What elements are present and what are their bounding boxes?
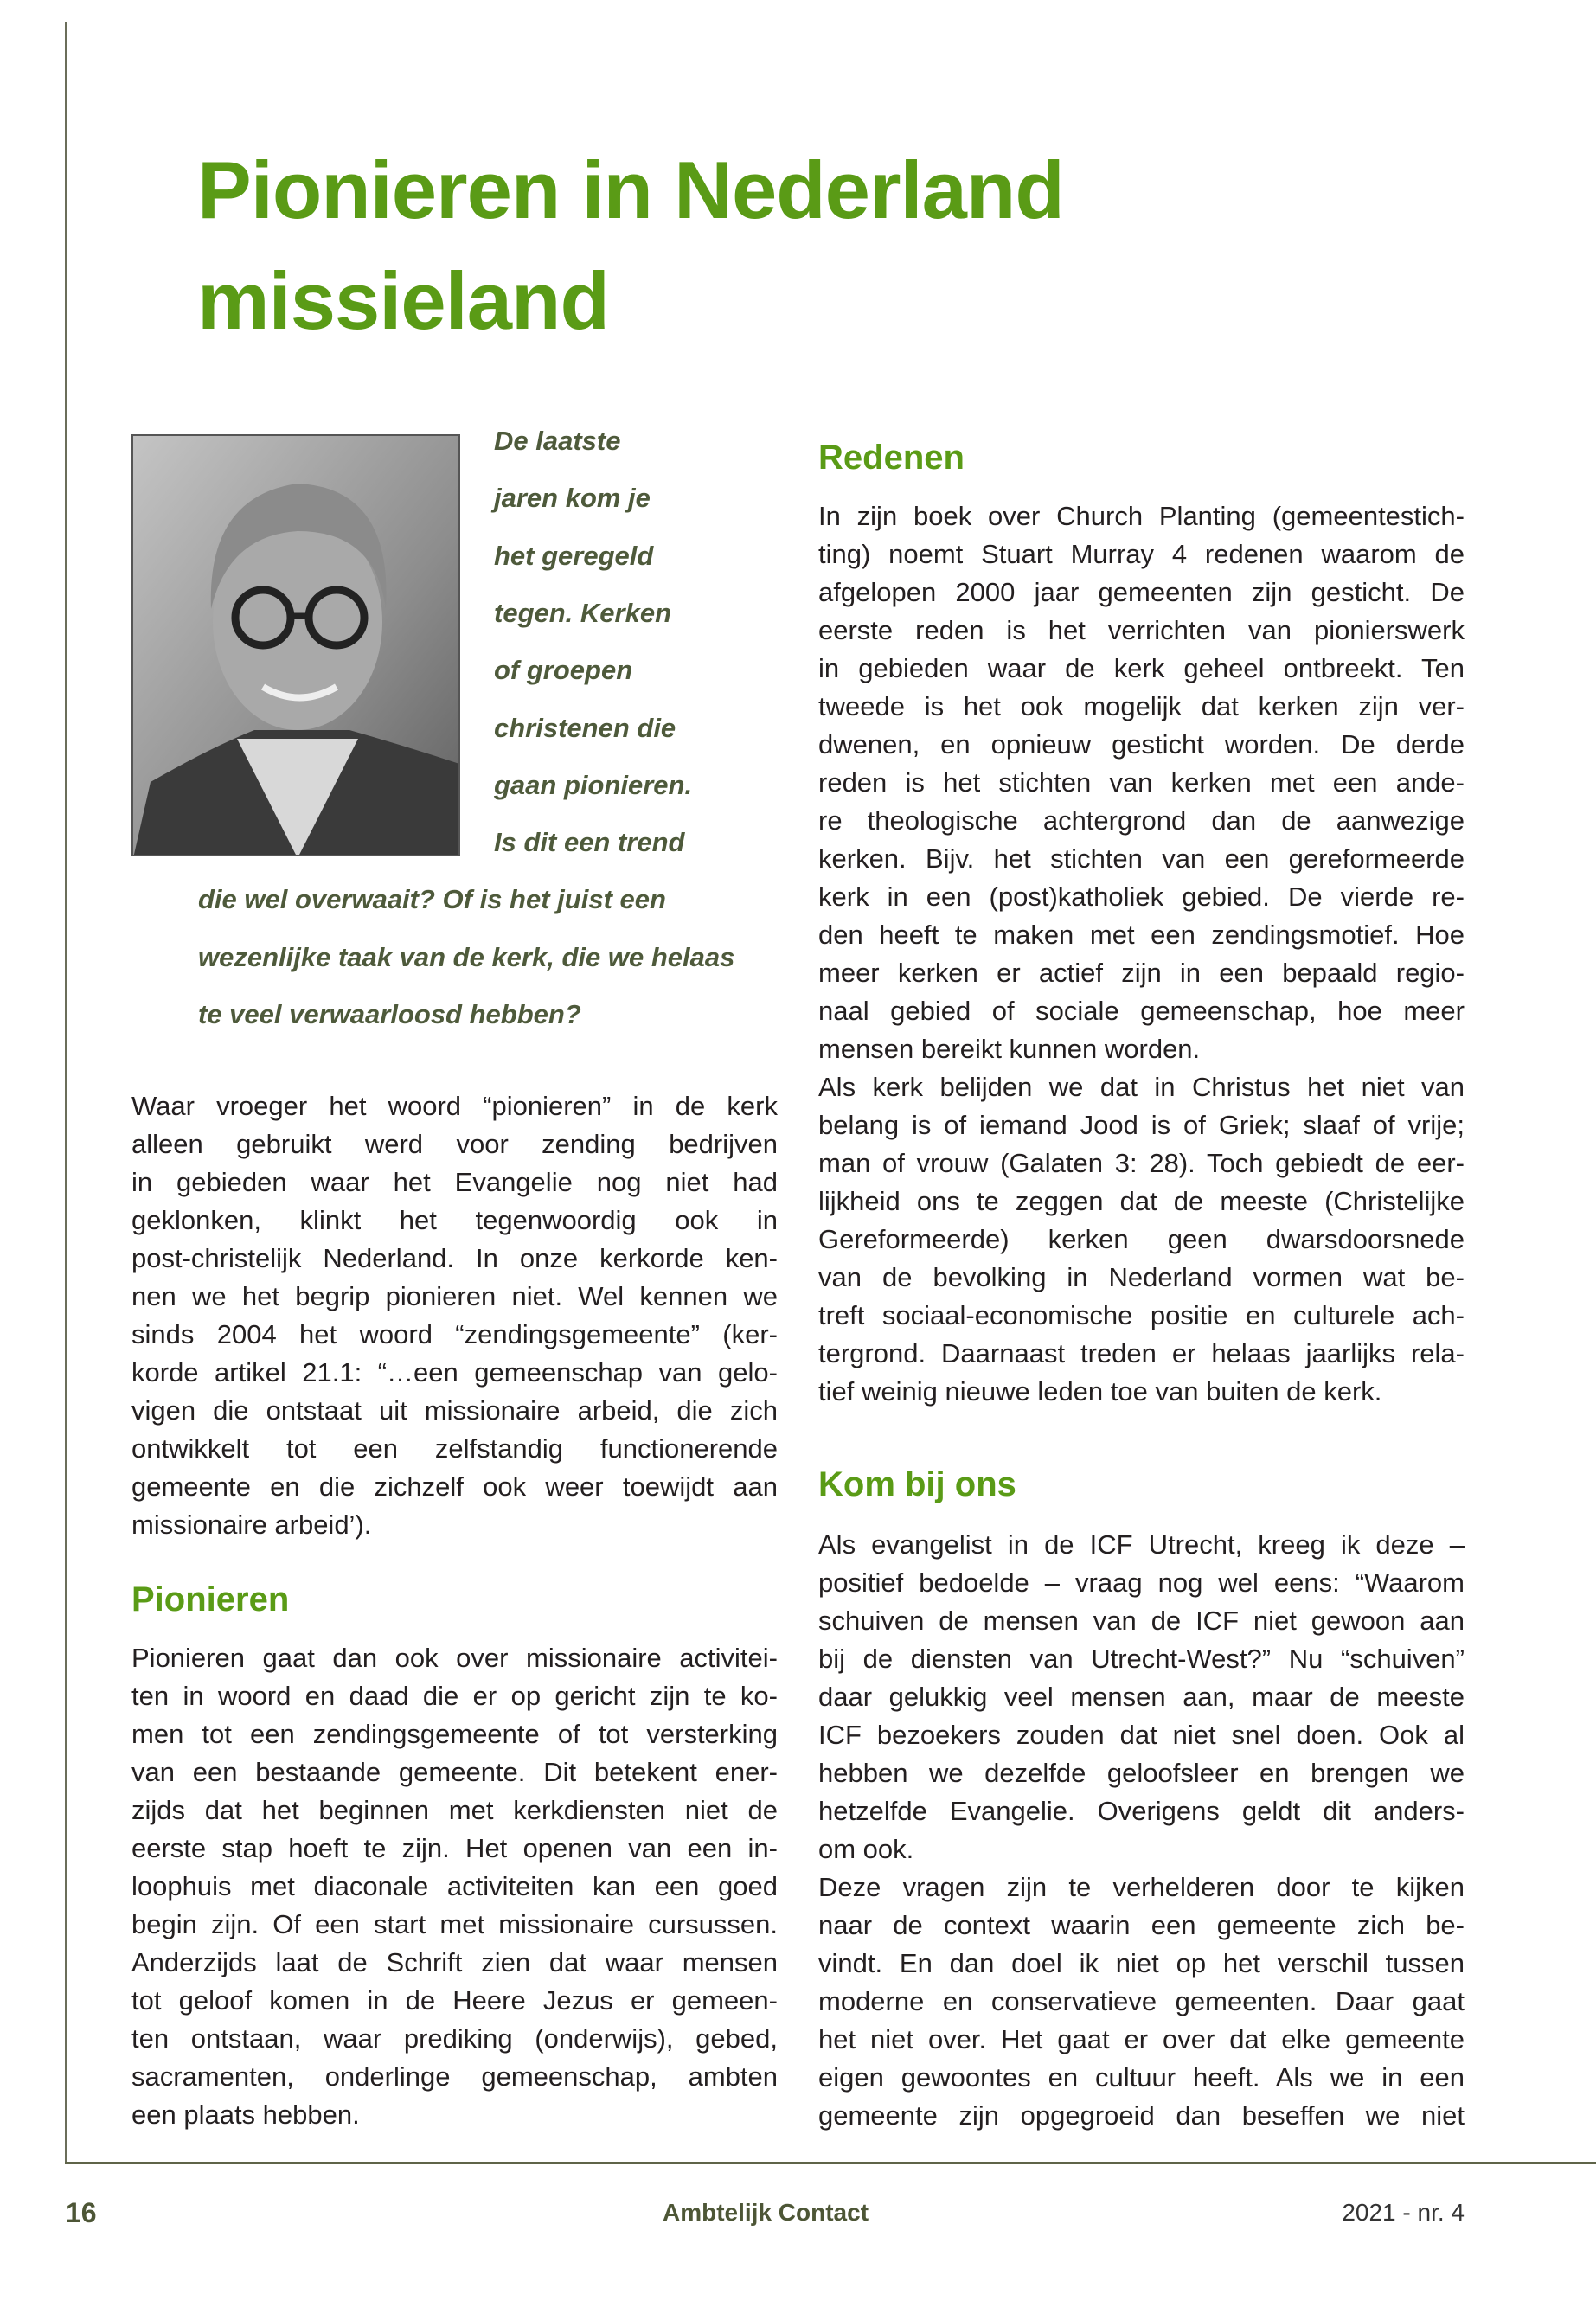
text-line: tot geloof komen in de Heere Jezus er gemeen-: [131, 1985, 778, 2016]
pull-quote-line: De laatste: [494, 426, 621, 456]
text-line: sacramenten, onderlinge gemeenschap, ambten: [131, 2061, 778, 2092]
pull-quote-line: of groepen: [494, 655, 633, 686]
text-line: eerste stap hoeft te zijn. Het openen van een in-: [131, 1833, 778, 1863]
pull-quote-line: te veel verwaarloosd hebben?: [198, 999, 581, 1029]
pionieren-body: [131, 1639, 778, 2134]
text-line: korde artikel 21.1: “…een gemeenschap van gelo-: [131, 1357, 778, 1388]
text-line: tief weinig nieuwe leden toe van buiten de kerk.: [818, 1376, 1382, 1407]
pull-quote-line: die wel overwaait? Of is het juist een: [198, 884, 666, 915]
text-line: moderne en conservatieve gemeenten. Daar gaat: [818, 1986, 1465, 2016]
text-line: Pionieren gaat dan ook over missionaire activitei-: [131, 1643, 778, 1673]
text-line: reden is het stichten van kerken met een ande-: [818, 767, 1465, 798]
text-line: van de bevolking in Nederland vormen wat be-: [818, 1262, 1465, 1292]
text-line: hebben we dezelfde geloofsleer en brengen we: [818, 1758, 1465, 1788]
pull-quote-line: jaren kom je: [494, 483, 651, 514]
text-line: den heeft te maken met een zendingsmotief. Hoe: [818, 920, 1465, 950]
text-line: het niet over. Het gaat er over dat elke gemeente: [818, 2024, 1465, 2054]
text-line: sinds 2004 het woord “zendingsgemeente” (ker-: [131, 1319, 778, 1349]
text-line: in gebieden waar de kerk geheel ontbreekt. Ten: [818, 653, 1465, 683]
text-line: missionaire arbeid’).: [131, 1509, 372, 1540]
text-line: dwenen, en opnieuw gesticht worden. De derde: [818, 729, 1465, 760]
text-line: een plaats hebben.: [131, 2099, 360, 2130]
pull-quote-line: wezenlijke taak van de kerk, die we helaas: [198, 941, 735, 972]
text-line: bij de diensten van Utrecht-West?” Nu “schuiven”: [818, 1644, 1465, 1674]
text-line: tweede is het ook mogelijk dat kerken zijn ver-: [818, 691, 1465, 721]
text-line: belang is of iemand Jood is of Griek; slaaf of vrije;: [818, 1110, 1465, 1140]
text-line: men tot een zendingsgemeente of tot versterking: [131, 1719, 778, 1749]
text-line: ICF bezoekers zouden dat niet snel doen. Ook al: [818, 1720, 1465, 1750]
text-line: begin zijn. Of een start met missionaire cursussen.: [131, 1909, 778, 1939]
text-line: meer kerken er actief zijn in een bepaald regio-: [818, 958, 1465, 988]
author-portrait-photo: [131, 434, 460, 856]
heading-redenen: Redenen: [818, 439, 965, 477]
text-line: om ook.: [818, 1834, 914, 1864]
text-line: naal gebied of sociale gemeenschap, hoe meer: [818, 996, 1465, 1026]
text-line: naar de context waarin een gemeente zich be-: [818, 1910, 1465, 1940]
text-line: Waar vroeger het woord “pionieren” in de kerk: [131, 1091, 778, 1121]
text-line: eigen gewoontes en cultuur heeft. Als we in een: [818, 2062, 1465, 2093]
text-line: zijds dat het beginnen met kerkdiensten niet de: [131, 1795, 778, 1825]
text-line: Als kerk belijden we dat in Christus het niet van: [818, 1072, 1465, 1102]
text-line: daar gelukkig veel mensen aan, maar de meeste: [818, 1682, 1465, 1712]
text-line: positief bedoelde – vraag nog wel eens: “Waarom: [818, 1567, 1465, 1598]
text-line: lijkheid ons te zeggen dat de meeste (Christelijke: [818, 1186, 1465, 1216]
text-line: kerk in een (post)katholiek gebied. De vierde re-: [818, 881, 1465, 912]
heading-pionieren: Pionieren: [131, 1580, 290, 1618]
kom-bij-ons-body: [818, 1526, 1465, 2135]
text-line: tergrond. Daarnaast treden er helaas jaarlijks rela-: [818, 1338, 1465, 1368]
text-line: re theologische achtergrond dan de aanwezige: [818, 805, 1465, 836]
bottom-rule: [65, 2162, 1596, 2164]
text-line: post-christelijk Nederland. In onze kerkorde ken-: [131, 1243, 778, 1273]
text-line: in gebieden waar het Evangelie nog niet had: [131, 1167, 778, 1197]
text-line: Anderzijds laat de Schrift zien dat waar mensen: [131, 1947, 778, 1977]
text-line: loophuis met diaconale activiteiten kan een goed: [131, 1871, 778, 1901]
article-title-line-1: Pionieren in Nederland: [197, 144, 1064, 235]
pull-quote-line: Is dit een trend: [494, 827, 685, 858]
text-line: eerste reden is het verrichten van pionierswerk: [818, 615, 1465, 645]
pull-quote-line: christenen die: [494, 712, 676, 743]
text-line: gemeente en die zichzelf ook weer toewijdt aan: [131, 1471, 778, 1502]
text-line: Gereformeerde) kerken geen dwarsdoorsnede: [818, 1224, 1465, 1254]
text-line: Als evangelist in de ICF Utrecht, kreeg ik deze –: [818, 1529, 1465, 1560]
text-line: Deze vragen zijn te verhelderen door te kijken: [818, 1872, 1465, 1902]
text-line: geklonken, klinkt het tegenwoordig ook in: [131, 1205, 778, 1235]
redenen-body: [818, 497, 1465, 1411]
text-line: schuiven de mensen van de ICF niet gewoon aan: [818, 1606, 1465, 1636]
text-line: mensen bereikt kunnen worden.: [818, 1034, 1201, 1064]
text-line: nen we het begrip pionieren niet. Wel kennen we: [131, 1281, 778, 1311]
text-line: vindt. En dan doel ik niet op het verschil tussen: [818, 1948, 1465, 1978]
text-line: alleen gebruikt werd voor zending bedrijven: [131, 1129, 778, 1159]
text-line: van een bestaande gemeente. Dit betekent ener-: [131, 1757, 778, 1787]
publication-name: Ambtelijk Contact: [662, 2199, 869, 2226]
text-line: hetzelfde Evangelie. Overigens geldt dit anders-: [818, 1796, 1465, 1826]
text-line: kerken. Bijv. het stichten van een gereformeerde: [818, 843, 1465, 874]
text-line: gemeente zijn opgegroeid dan beseffen we niet: [818, 2100, 1465, 2131]
text-line: treft sociaal-economische positie en culturele ach-: [818, 1300, 1465, 1330]
issue-number: 2021 - nr. 4: [1342, 2199, 1465, 2226]
text-line: ten ontstaan, waar prediking (onderwijs), gebed,: [131, 2023, 778, 2054]
pull-quote-line: gaan pionieren.: [494, 769, 693, 800]
pull-quote-line: tegen. Kerken: [494, 597, 672, 628]
text-line: afgelopen 2000 jaar gemeenten zijn gesticht. De: [818, 577, 1465, 607]
text-line: ting) noemt Stuart Murray 4 redenen waarom de: [818, 539, 1465, 569]
text-line: vigen die ontstaat uit missionaire arbeid, die zich: [131, 1395, 778, 1426]
article-title-line-2: missieland: [197, 255, 609, 346]
text-line: ontwikkelt tot een zelfstandig functionerende: [131, 1433, 778, 1464]
page-number: 16: [66, 2197, 97, 2228]
pull-quote-line: het geregeld: [494, 540, 654, 571]
heading-kom-bij-ons: Kom bij ons: [818, 1465, 1016, 1503]
intro-body: [131, 1087, 778, 1544]
text-line: In zijn boek over Church Planting (gemeentestich-: [818, 501, 1465, 531]
text-line: ten in woord en daad die er op gericht zijn te ko-: [131, 1681, 778, 1711]
text-line: man of vrouw (Galaten 3: 28). Toch gebiedt de eer-: [818, 1148, 1465, 1178]
left-rule: [65, 22, 67, 2164]
